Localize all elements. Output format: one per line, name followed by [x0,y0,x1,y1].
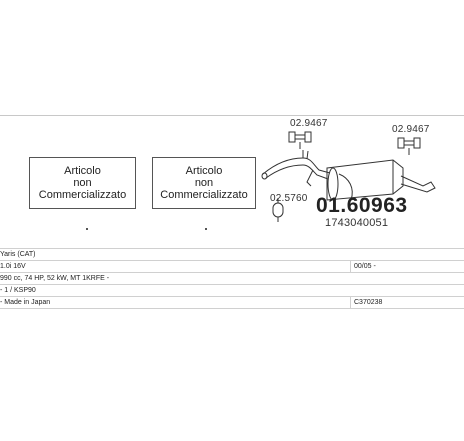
row-engine-date: 00/05 - [354,263,376,270]
box-left-line3: Commercializzato [38,189,127,201]
not-available-box-right [152,157,256,209]
clamp-right-icon [398,138,420,155]
column-divider [350,297,351,308]
table-row [0,261,464,273]
row-origin: - Made in Japan [0,299,51,306]
top-divider [0,115,464,116]
table-row [0,297,464,309]
table-row [0,285,464,297]
row-engine: 1.0i 16V [0,263,26,270]
exhaust-pipe-icon [262,150,330,186]
row-displacement: 990 cc, 74 HP, 52 kW, MT 1KRFE - [0,275,110,282]
not-available-box-left [29,157,136,209]
oem-reference-number: 1743040051 [325,217,389,229]
main-part-number: 01.60963 [316,194,408,217]
row-origin-code: C370238 [354,299,383,306]
row-model: Yaris (CAT) [0,251,36,258]
column-divider [350,261,351,272]
box-left-marker [86,228,88,230]
row-body: - 1 / KSP90 [0,287,36,294]
table-row [0,273,464,285]
right-clamp-part-number: 02.9467 [392,124,430,135]
box-left-line2: non [73,177,92,189]
box-left-line1: Articolo [64,165,101,177]
box-right-line1: Articolo [185,165,223,177]
vehicle-spec-table [0,248,464,309]
table-row [0,248,464,261]
box-right-line2: non [194,177,214,189]
box-right-line3: Commercializzato [160,189,248,201]
box-right-marker [205,228,207,230]
left-clamp-part-number: 02.9467 [290,118,328,129]
tailpipe-icon [401,176,435,192]
clamp-left-icon [289,132,311,149]
hanger-part-number: 02.5760 [270,193,308,204]
